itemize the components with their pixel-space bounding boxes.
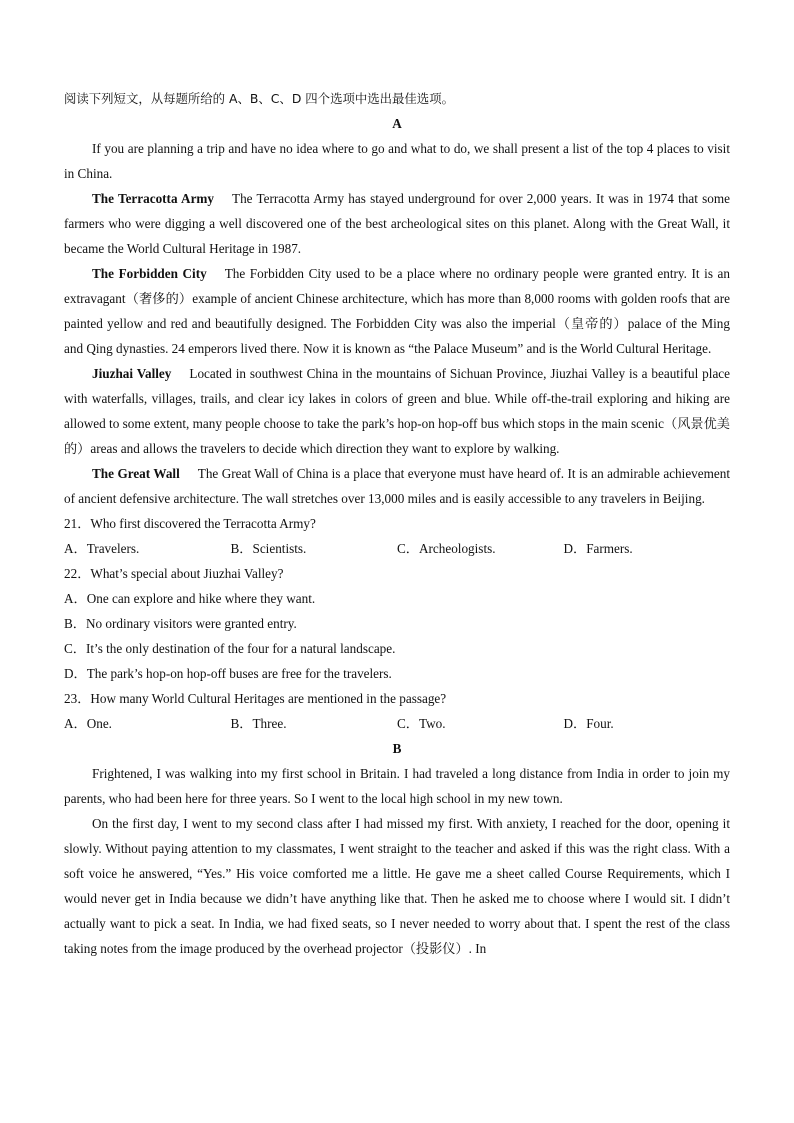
place-text: The Great Wall of China is a place that everyone must have heard of. It is an admirable achievement of ancient defensive architecture. The wall stretches over 13,000 miles and is easily accessible to any travelers in Beijing.	[64, 466, 730, 506]
option: B．Scientists.	[230, 541, 307, 556]
place-text: The Terracotta Army has stayed underground for over 2,000 years. It was in 1974 that some farmers who were digging a well discovered one of the best archeological sites on this planet. Along with the Great Wall, it became the World Cultural Heritage in 1987.	[64, 191, 730, 256]
option: A．One can explore and hike where they want.	[64, 591, 316, 606]
section-b-paragraph: Frightened, I was walking into my first school in Britain. I had traveled a long distance from India in order to join my parents, who had been here for three years. So I went to the local high school in my new town.	[64, 766, 730, 806]
options-row	[64, 536, 730, 561]
options-row	[64, 711, 730, 736]
option: C．Two.	[397, 716, 446, 731]
section-b-paragraph: On the first day, I went to my second class after I had missed my first. With anxiety, I reached for the door, opening it slowly. Without paying attention to my classmates, I went straight to the teacher and asked if this was the right class. With a soft voice he answered, “Yes.” His voice comforted me a little. He gave me a sheet called Course Requirements, which I would never get in India because we didn’t have anything like that. Then he asked me to choose where I would sit. I didn’t actually want to pick a seat. In India, we had fixed seats, so I never needed to worry about that. I spent the rest of the class taking notes from the image produced by the overhead projector（投影仪）. In	[64, 816, 730, 956]
option: C．It’s the only destination of the four for a natural landscape.	[64, 641, 396, 656]
place-heading: The Terracotta Army	[92, 191, 215, 206]
exam-page	[64, 86, 730, 961]
place-paragraph	[64, 461, 730, 511]
option: B．Three.	[230, 716, 287, 731]
question-23: 23．How many World Cultural Heritages are mentioned in the passage?	[64, 691, 447, 706]
place-heading: The Forbidden City	[92, 266, 207, 281]
place-heading: The Great Wall	[92, 466, 180, 481]
option: D．The park’s hop-on hop-off buses are free for the travelers.	[64, 666, 392, 681]
instructions: 阅读下列短文，从每题所给的 A、B、C、D 四个选项中选出最佳选项。	[64, 91, 454, 106]
place-heading: Jiuzhai Valley	[92, 366, 172, 381]
option: B．No ordinary visitors were granted entry.	[64, 616, 297, 631]
section-b-label: B	[392, 741, 402, 756]
option: A．Travelers.	[64, 541, 140, 556]
option: D．Four.	[563, 716, 614, 731]
section-a-label: A	[392, 116, 402, 131]
place-paragraph	[64, 261, 730, 361]
place-text: The Forbidden City used to be a place where no ordinary people were granted entry. It is an extravagant（奢侈的）example of ancient Chinese architecture, which has more than 8,000 rooms with golden roofs that are painted yellow and red and beautifully designed. The Forbidden City was also the imperial（皇帝的）palace of the Ming and Qing dynasties. 24 emperors lived there. Now it is known as “the Palace Museum” and is the World Cultural Heritage.	[64, 266, 730, 356]
section-a-intro: If you are planning a trip and have no idea where to go and what to do, we shall present a list of the top 4 places to visit in China.	[64, 141, 730, 181]
place-paragraph	[64, 186, 730, 261]
option: C．Archeologists.	[397, 541, 496, 556]
option: D．Farmers.	[563, 541, 633, 556]
place-text: Located in southwest China in the mountains of Sichuan Province, Jiuzhai Valley is a beautiful place with waterfalls, villages, trails, and clear icy lakes in colors of green and blue. While off-the-trail exploring and hiking are allowed to some extent, many people choose to take the park’s hop-on hop-off bus which stops in the main scenic（风景优美的）areas and allows the travelers to decide which direction they want to explore by walking.	[64, 366, 731, 456]
place-paragraph	[64, 361, 730, 461]
question-22: 22．What’s special about Jiuzhai Valley?	[64, 566, 284, 581]
question-21: 21．Who first discovered the Terracotta Army?	[64, 516, 316, 531]
option: A．One.	[64, 716, 112, 731]
